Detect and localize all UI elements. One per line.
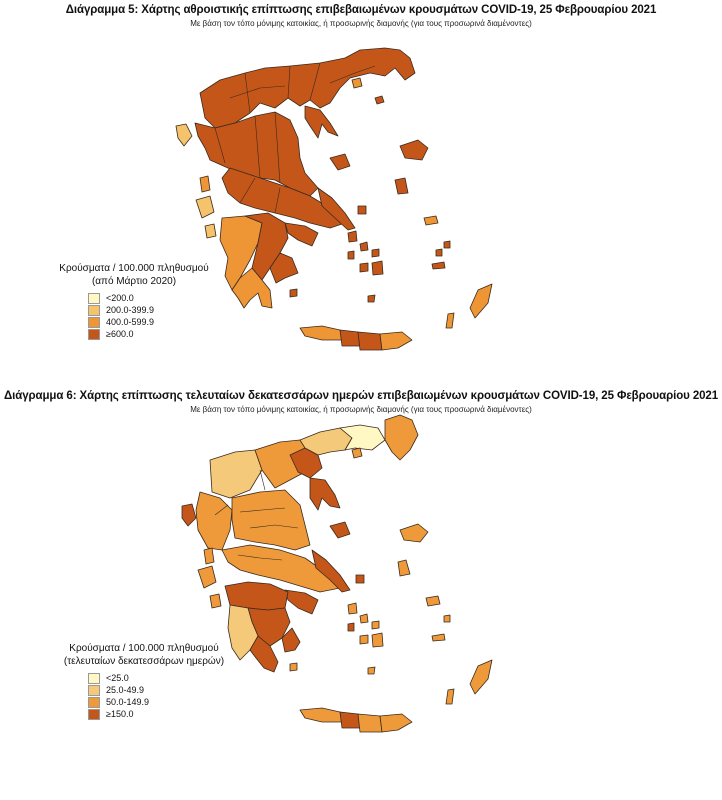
map2-island-tinos: [360, 614, 368, 623]
map1-region-limnos: [330, 154, 350, 170]
map2-region-zakynthos: [210, 594, 221, 608]
map1-region-crete-heraklion: [358, 332, 382, 350]
map2-region-corfu: [182, 504, 196, 526]
map1-legend-item: [88, 316, 224, 328]
map2-legend-item: [88, 696, 244, 708]
map1-title: Διάγραμμα 5: Χάρτης αθροιστικής επίπτωσης επιβεβαιωμένων κρουσμάτων COVID-19, 25 Φεβρουαρίου 2021: [65, 4, 657, 16]
map1-island-kythira: [290, 289, 297, 297]
map2-legend-title-line2: (τελευταίων δεκατεσσάρων ημερών): [63, 656, 225, 667]
map1-island-mykonos: [372, 249, 379, 257]
map1-legend-item: [88, 328, 224, 340]
map2-legend: [44, 642, 244, 720]
map2-region-samos: [426, 596, 440, 606]
map1-island-paros: [360, 263, 368, 272]
map2-region-evros: [385, 415, 418, 460]
map1-island-syros: [348, 251, 354, 259]
map2-region-crete-rethymno: [340, 712, 360, 728]
map1-legend-item: [88, 292, 224, 304]
map2-legend-swatch: [88, 697, 100, 708]
map2-region-thasos: [352, 448, 362, 458]
map1-region-zakynthos: [205, 224, 216, 238]
map2-region-crete-heraklion: [358, 714, 382, 732]
map2-region-thessaly: [232, 490, 310, 550]
map1-legend-label: ≥600.0: [106, 329, 134, 339]
map1-region-kefalonia: [196, 196, 214, 218]
map2-legend-title-line1: Κρούσματα / 100.000 πληθυσμού: [69, 643, 219, 654]
map1-region-corfu: [176, 124, 192, 146]
map1-legend-swatch: [88, 305, 100, 316]
map2-region-kefalonia: [198, 566, 216, 588]
map1-region-samos: [424, 216, 438, 225]
map1-region-rhodes: [470, 284, 492, 318]
map2-legend-swatch: [88, 673, 100, 684]
map2-legend-item: [88, 684, 244, 696]
map2-region-limnos: [330, 522, 350, 538]
map1-region-crete-rethymno: [340, 330, 360, 346]
map1-island-karpathos: [446, 313, 454, 328]
map1-region-samothraki: [375, 96, 384, 104]
map1-legend: [44, 262, 224, 340]
map2-island-kos: [432, 634, 445, 641]
map2-region-epirus: [196, 492, 232, 550]
map1-legend-label: 200.0-399.9: [106, 305, 155, 315]
map1-legend-title-line2: (από Μάρτιο 2020): [91, 276, 177, 287]
map1-island-tinos: [360, 242, 368, 251]
map2-region-crete-west: [300, 708, 342, 722]
map2-island-naxos: [372, 633, 383, 647]
map1-island-andros: [348, 231, 357, 242]
map2-region-chios: [398, 560, 410, 576]
map1-legend-swatch: [88, 329, 100, 340]
map2-island-mykonos: [372, 621, 379, 629]
map2-legend-label: 25.0-49.9: [106, 685, 145, 695]
map1-region-attica: [285, 223, 318, 246]
map1-subtitle: Με βάση τον τόπο μόνιμης κατοικίας, ή προσωρινής διαμονής (για τους προσωρινά διαμένοντες): [190, 19, 532, 28]
map1-island-naxos: [372, 261, 383, 275]
map2-legend-item: [88, 708, 244, 720]
map2-subtitle: Με βάση τον τόπο μόνιμης κατοικίας, ή προσωρινής διαμονής (για τους προσωρινά διαμένοντες): [190, 405, 532, 414]
map1-island-kos: [432, 262, 445, 269]
map2-region-rhodes: [470, 660, 492, 694]
map2-title: Διάγραμμα 6: Χάρτης επίπτωσης τελευταίων δεκατεσσάρων ημερών επιβεβαιωμένων κρουσμάτων COVID-19, 25 Φεβρουαρίου 2021: [3, 390, 719, 402]
map1-region-lefkada: [200, 176, 210, 192]
map2-island-karpathos: [446, 689, 454, 704]
map2-region-skyros: [356, 575, 364, 583]
map1-legend-item: [88, 304, 224, 316]
map2-region-attica: [285, 590, 318, 614]
map1-region-chios: [395, 178, 408, 194]
map1-region-chalkidiki: [305, 106, 338, 138]
map2-region-lesvos: [400, 524, 428, 542]
map2-island-andros: [348, 603, 357, 614]
map1-region-crete-west: [300, 326, 342, 340]
map2-legend-item: [88, 672, 244, 684]
map1-island-leros: [436, 249, 442, 256]
map2-legend-swatch: [88, 685, 100, 696]
map2-legend-swatch: [88, 709, 100, 720]
map2-island-kalymnos: [444, 615, 450, 622]
map2-region-west-macedonia: [210, 450, 262, 498]
map1-island-kalymnos: [444, 241, 450, 248]
map2-legend-label: <25.0: [106, 673, 129, 683]
map1-region-lesvos: [400, 140, 428, 160]
map2-island-paros: [360, 635, 368, 644]
map1-legend-label: <200.0: [106, 293, 134, 303]
map1-legend-swatch: [88, 317, 100, 328]
map1-region-thasos: [352, 78, 362, 88]
map2-island-kythira: [290, 663, 297, 671]
map2-region-crete-lasithi: [380, 714, 412, 732]
map1-region-skyros: [358, 206, 366, 214]
map2-legend-label: ≥150.0: [106, 709, 134, 719]
map1-island-santorini: [368, 295, 375, 302]
map1-legend-swatch: [88, 293, 100, 304]
map2-legend-label: 50.0-149.9: [106, 697, 150, 707]
map1-region-crete-lasithi: [380, 332, 412, 350]
map2-region-lefkada: [204, 548, 214, 564]
map1-legend-label: 400.0-599.9: [106, 317, 155, 327]
map2-island-syros: [348, 623, 354, 631]
map2-island-santorini: [368, 667, 375, 674]
map1-legend-title-line1: Κρούσματα / 100.000 πληθυσμού: [59, 263, 209, 274]
map2-region-chalkidiki: [310, 478, 340, 510]
